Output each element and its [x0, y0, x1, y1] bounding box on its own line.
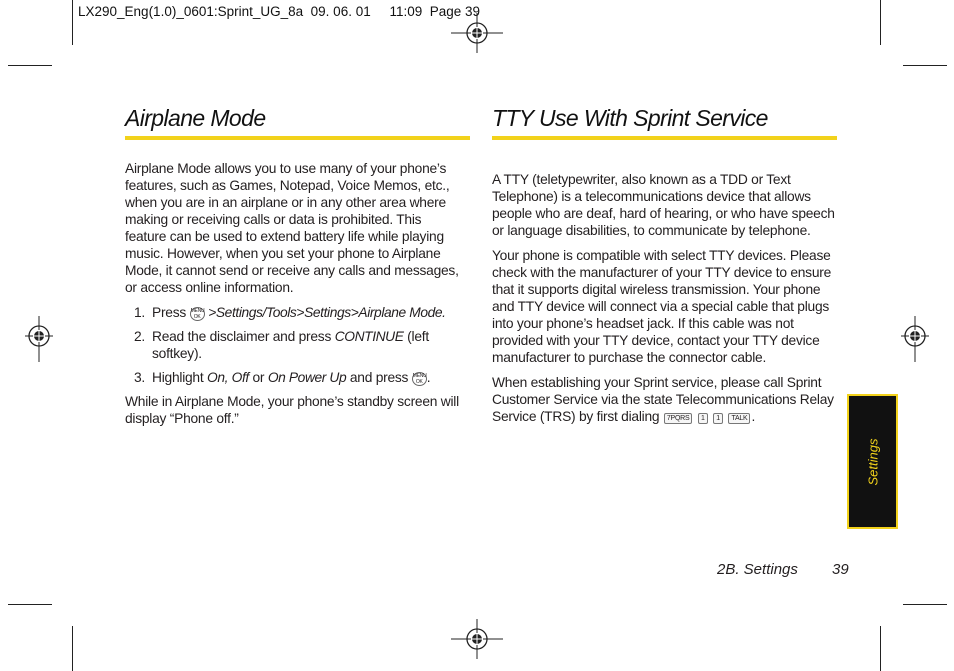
- step-end: .: [426, 370, 431, 385]
- registration-mark-right: [901, 316, 929, 362]
- step-text: Press: [152, 305, 187, 320]
- menu-ok-key-icon: MENU OK: [412, 373, 427, 385]
- key-1-icon: 1: [713, 413, 723, 424]
- tty-paragraph-3-end: .: [751, 409, 756, 424]
- airplane-mode-body: [125, 160, 465, 435]
- airplane-mode-heading: Airplane Mode: [125, 105, 266, 131]
- menu-path: >Settings/Tools>Settings>Airplane Mode.: [208, 305, 446, 320]
- step-number: 3.: [134, 370, 146, 385]
- crop-mark-bl-h: [8, 604, 52, 605]
- separator: or: [252, 370, 265, 385]
- crop-mark-tr-v: [880, 0, 881, 45]
- airplane-intro: Airplane Mode allows you to use many of your phone’s features, such as Games, Notepad, Voice Memos, etc., when you are in an airplane or in any other area where making or receiving calls or data is prohibited. This feature can be used to extend battery life while playing music. However, when you set your phone to Airplane Mode, it cannot send or receive any calls and messages, or access online information.: [125, 161, 459, 295]
- step-text: (left softkey).: [152, 329, 429, 361]
- key-7-icon: 7PQRS: [664, 413, 692, 424]
- step-1: [125, 304, 465, 321]
- option-on-power-up: On Power Up: [267, 370, 347, 385]
- crop-mark-tl-v: [72, 0, 73, 45]
- option-on: On: [207, 370, 225, 385]
- crop-mark-bl-v: [72, 626, 73, 671]
- footer-page-number: 39: [832, 561, 849, 578]
- tty-body: [492, 171, 838, 433]
- option-off: Off: [231, 370, 249, 385]
- airplane-mode-rule: [125, 136, 470, 140]
- tty-paragraph-3: [492, 374, 838, 425]
- tty-rule: [492, 136, 837, 140]
- section-side-tab: [847, 394, 898, 529]
- continue-label: CONTINUE: [334, 329, 404, 344]
- slug-line: LX290_Eng(1.0)_0601:Sprint_UG_8a 09. 06. 01 11:09 Page 39: [78, 4, 481, 19]
- talk-key-icon: TALK: [728, 413, 750, 424]
- registration-mark-top: [451, 13, 503, 53]
- separator: ,: [224, 370, 229, 385]
- airplane-closing: While in Airplane Mode, your phone’s standby screen will display “Phone off.”: [125, 394, 459, 426]
- crop-mark-tl-h: [8, 65, 52, 66]
- tty-paragraph-2: Your phone is compatible with select TTY devices. Please check with the manufacturer of your TTY device to ensure that it supports digital wireless transmission. Your phone and TTY device will connect via a special cable that plugs into your phone’s headset jack. If this cable was not provided with your TTY device, contact your TTY device manufacturer to purchase the connector cable.: [492, 248, 832, 365]
- crop-mark-br-v: [880, 626, 881, 671]
- menu-ok-key-icon: MENU OK: [190, 308, 205, 320]
- step-text: and press: [349, 370, 409, 385]
- tty-paragraph-1: A TTY (teletypewriter, also known as a TDD or Text Telephone) is a telecommunications device that allows people who are deaf, hard of hearing, or who have speech or language disabilities, to communicate by telephone.: [492, 172, 835, 238]
- crop-mark-br-h: [903, 604, 947, 605]
- tty-paragraph-3-text: When establishing your Sprint service, please call Sprint Customer Service via the state Telecommunications Relay Service (TRS) by first dialing: [492, 375, 834, 424]
- step-2: [125, 328, 465, 362]
- tty-heading: TTY Use With Sprint Service: [492, 105, 768, 131]
- step-number: 1.: [134, 305, 146, 320]
- step-text: Read the disclaimer and press: [152, 329, 332, 344]
- step-number: 2.: [134, 329, 146, 344]
- registration-mark-left: [25, 316, 53, 362]
- footer-section-name: 2B. Settings: [717, 561, 798, 578]
- side-tab-label: Settings: [865, 438, 880, 485]
- registration-mark-bottom: [451, 619, 503, 659]
- step-3: [125, 369, 465, 386]
- crop-mark-tr-h: [903, 65, 947, 66]
- key-1-icon: 1: [698, 413, 708, 424]
- step-text: Highlight: [152, 370, 204, 385]
